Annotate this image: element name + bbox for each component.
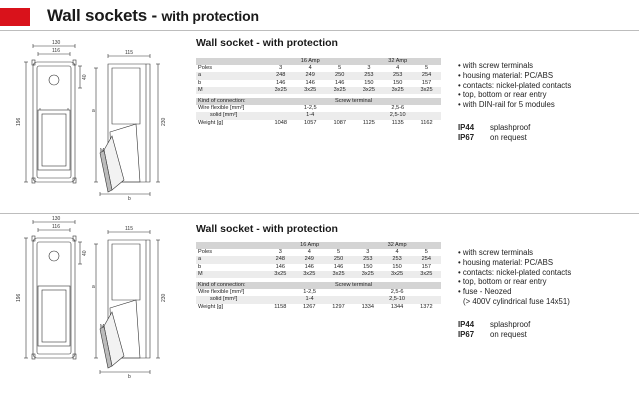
table-row-amp-header xyxy=(196,58,441,65)
dim-height-left: 196 xyxy=(16,293,22,302)
table-row-amp-header xyxy=(196,242,441,249)
dimension-drawing-svg xyxy=(0,216,180,396)
product-section-2 xyxy=(0,216,639,402)
feature-list xyxy=(458,248,571,307)
list-item: • top, bottom or rear entry xyxy=(458,90,547,100)
table-row-connection: Kind of connection: Screw terminal xyxy=(196,282,441,289)
product-section-1 xyxy=(0,32,639,212)
section-title: Wall socket - with protection xyxy=(196,37,338,49)
list-item: • housing material: PC/ABS xyxy=(458,70,554,80)
list-item: • contacts: nickel-plated contacts xyxy=(458,267,572,277)
list-item: • with screw terminals xyxy=(458,61,534,70)
technical-drawing-2 xyxy=(0,216,180,396)
table-row: Poles 3 4 5 3 4 5 xyxy=(198,65,429,72)
table-row: a 248 249 250 253 253 254 xyxy=(196,72,441,79)
table-row: Poles 3 4 5 3 4 5 xyxy=(198,249,428,256)
amp-header-16: 16 Amp xyxy=(266,58,354,65)
amp-header-16: 16 Amp xyxy=(266,242,353,249)
ip-code: IP44 xyxy=(458,320,475,329)
table-row: b 146 146 146 150 150 157 xyxy=(198,79,432,86)
table-row-connection: Kind of connection: Screw terminal xyxy=(196,98,441,105)
page-title xyxy=(47,6,259,26)
brand-color-mark xyxy=(0,8,30,26)
dim-small: 40 xyxy=(82,250,88,256)
dim-height-left: 196 xyxy=(16,117,22,126)
ip-code: IP67 xyxy=(458,133,475,142)
table-row: Wire flexible [mm²] 1-2,5 2,5-6 xyxy=(198,105,405,112)
table-row: M 3x25 3x25 3x25 3x25 3x25 3x25 xyxy=(196,271,441,278)
list-item: • contacts: nickel-plated contacts xyxy=(458,80,572,90)
ip-rating-row xyxy=(458,133,527,143)
list-item: • top, bottom or rear entry xyxy=(458,277,547,287)
dim-width-outer: 130 xyxy=(52,216,61,222)
list-item: • fuse - Neozed xyxy=(458,287,512,297)
dim-a: a xyxy=(92,284,95,290)
page-title-separator: - xyxy=(146,6,162,25)
list-item: • with DIN-rail for 5 modules xyxy=(458,100,555,110)
ip-rating-row xyxy=(458,320,530,330)
ip-text: on request xyxy=(490,133,527,142)
table-row: solid [mm²] 1-4 2,5-10 xyxy=(196,112,441,119)
spec-table xyxy=(196,242,441,311)
ip-rating-row xyxy=(458,123,530,133)
dim-small: 40 xyxy=(82,74,88,80)
dim-a: a xyxy=(92,108,95,114)
dim-height-right: 230 xyxy=(161,293,167,302)
ip-text: on request xyxy=(490,330,527,339)
section-title: Wall socket - with protection xyxy=(196,223,338,235)
table-row: Wire flexible [mm²] 1-2,5 2,5-6 xyxy=(198,289,404,296)
ip-rating-row xyxy=(458,330,527,340)
table-row: solid [mm²] 1-4 2,5-10 xyxy=(196,296,441,303)
table-row: M 3x25 3x25 3x25 3x25 3x25 3x25 xyxy=(196,87,441,94)
dim-m: M xyxy=(100,324,105,330)
dim-height-right: 230 xyxy=(161,117,167,126)
dim-m: M xyxy=(100,148,105,154)
table-row: Weight [g] 1048 1057 1087 1125 1135 1162 xyxy=(198,119,433,126)
dim-depth: 115 xyxy=(125,50,133,56)
dim-b: b xyxy=(128,196,131,202)
table-row: b 146 146 146 150 150 157 xyxy=(198,263,432,270)
dimension-drawing-svg xyxy=(0,32,180,212)
amp-header-32: 32 Amp xyxy=(354,58,441,65)
feature-list xyxy=(458,61,571,110)
list-item: • with screw terminals xyxy=(458,248,534,257)
amp-header-32: 32 Amp xyxy=(353,242,441,249)
dim-b: b xyxy=(128,374,131,380)
page-title-sub: with protection xyxy=(161,8,259,24)
spec-table xyxy=(196,58,441,127)
table-row: a 248 249 250 253 253 254 xyxy=(196,256,441,263)
dim-width-inner: 116 xyxy=(52,48,60,54)
dim-width-outer: 130 xyxy=(52,40,61,46)
dim-width-inner: 116 xyxy=(52,224,60,230)
table-row: Weight [g] 1158 1267 1297 1334 1344 1372 xyxy=(198,303,433,310)
header-divider xyxy=(0,30,639,31)
list-item: (> 400V cylindrical fuse 14x51) xyxy=(463,296,570,306)
list-item: • housing material: PC/ABS xyxy=(458,257,554,267)
technical-drawing-1 xyxy=(0,32,180,212)
section-divider xyxy=(0,213,639,214)
dim-depth: 115 xyxy=(125,226,133,232)
ip-text: splashproof xyxy=(490,123,531,132)
ip-code: IP67 xyxy=(458,330,475,339)
ip-text: splashproof xyxy=(490,320,531,329)
page-title-main: Wall sockets xyxy=(47,6,147,25)
ip-code: IP44 xyxy=(458,123,475,132)
